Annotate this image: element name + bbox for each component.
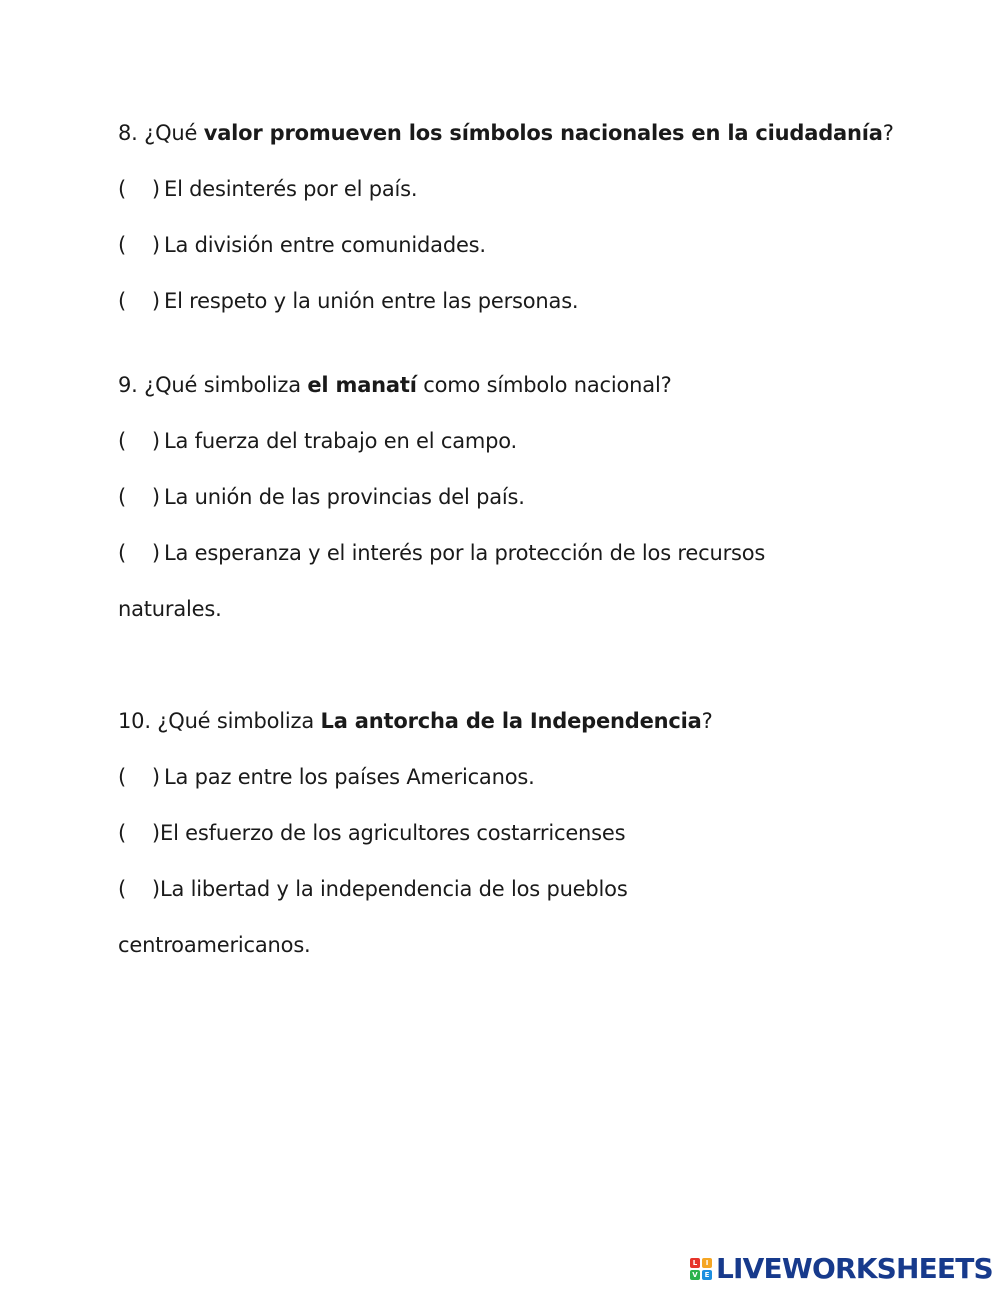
logo-text: LIVEWORKSHEETS [716,1252,993,1285]
answer-checkbox[interactable]: ( ) [118,289,160,313]
question-suffix: ? [882,121,894,145]
question-number: 10. [118,709,151,733]
liveworksheets-logo-icon [690,1258,712,1280]
question-10-option-2[interactable] [118,818,625,848]
answer-checkbox[interactable]: ( ) [118,541,160,565]
answer-checkbox[interactable]: ( ) [118,877,160,901]
question-8-option-2[interactable] [118,230,486,260]
question-10-option-3-continuation: centroamericanos. [118,933,311,957]
logo-mark-v: V [690,1270,700,1280]
answer-checkbox[interactable]: ( ) [118,233,160,257]
logo-mark-e: E [702,1270,712,1280]
option-text: La división entre comunidades. [164,233,486,257]
answer-checkbox[interactable]: ( ) [118,177,160,201]
question-10-option-1[interactable] [118,762,535,792]
option-text: La libertad y la independencia de los pueblos [160,877,628,901]
option-text: La paz entre los países Americanos. [164,765,535,789]
answer-checkbox[interactable]: ( ) [118,429,160,453]
option-text: La unión de las provincias del país. [164,485,525,509]
question-prefix: ¿Qué simboliza [144,373,301,397]
option-text: El desinterés por el país. [164,177,418,201]
question-8-title [118,118,894,148]
option-text: El respeto y la unión entre las personas. [164,289,579,313]
question-number: 8. [118,121,138,145]
question-suffix: ? [701,709,713,733]
question-9-title [118,370,672,400]
answer-checkbox[interactable]: ( ) [118,821,160,845]
option-text: La esperanza y el interés por la protección de los recursos [164,541,766,565]
option-text: El esfuerzo de los agricultores costarricenses [160,821,626,845]
question-number: 9. [118,373,138,397]
question-9-option-3-continuation: naturales. [118,597,222,621]
liveworksheets-logo [690,1254,993,1284]
question-bold-text: La antorcha de la Independencia [320,709,702,733]
question-8-option-3[interactable] [118,286,578,316]
question-8-option-1[interactable] [118,174,417,204]
question-suffix: como símbolo nacional? [423,373,672,397]
logo-mark-i: I [702,1258,712,1268]
logo-mark-l: L [690,1258,700,1268]
question-prefix: ¿Qué [144,121,198,145]
option-text: La fuerza del trabajo en el campo. [164,429,518,453]
question-9-option-2[interactable] [118,482,525,512]
question-10-option-3[interactable] [118,874,628,904]
question-10-title [118,706,713,736]
answer-checkbox[interactable]: ( ) [118,485,160,509]
question-bold-text: valor promueven los símbolos nacionales en la ciudadanía [203,121,883,145]
question-9-option-1[interactable] [118,426,517,456]
question-9-option-3[interactable] [118,538,765,568]
answer-checkbox[interactable]: ( ) [118,765,160,789]
question-prefix: ¿Qué simboliza [157,709,315,733]
question-bold-text: el manatí [307,373,417,397]
